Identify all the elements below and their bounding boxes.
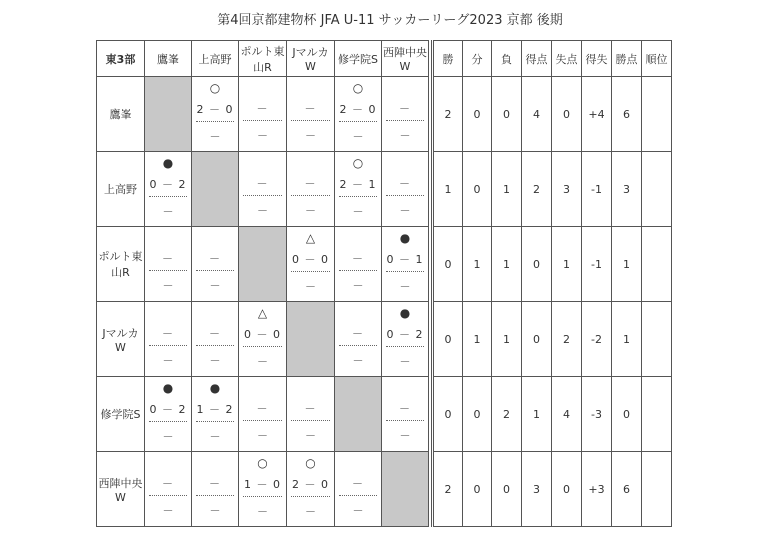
match-cell xyxy=(287,227,335,302)
stat-value: 1 xyxy=(612,302,642,377)
result-mark xyxy=(335,302,381,323)
result-mark xyxy=(192,302,238,323)
second-match-score: － xyxy=(209,504,221,517)
second-match-score: － xyxy=(162,430,174,443)
result-mark xyxy=(239,77,286,98)
match-cell xyxy=(145,452,192,527)
row-team-name: 上高野 xyxy=(97,152,145,227)
row-team-name: 修学院S xyxy=(97,377,145,452)
row-team-name: 鷹峯 xyxy=(97,77,145,152)
match-score: － xyxy=(196,473,234,496)
result-mark xyxy=(287,377,334,398)
second-match-score: － xyxy=(305,129,316,142)
result-mark xyxy=(239,152,286,173)
second-match-score: － xyxy=(162,354,174,367)
match-score: 0 － 0 xyxy=(243,324,282,347)
stat-value: 0 xyxy=(463,452,492,527)
result-mark xyxy=(287,77,334,98)
second-match-score: － xyxy=(399,429,411,442)
match-score: 2 － 0 xyxy=(196,99,234,122)
stat-value: 2 xyxy=(552,302,582,377)
match-score: － xyxy=(339,323,377,346)
stat-value: 0 xyxy=(522,302,552,377)
match-cell xyxy=(287,377,335,452)
second-match-score: － xyxy=(399,129,411,142)
result-mark: ○ xyxy=(209,81,221,95)
match-cell xyxy=(287,452,335,527)
self-match-cell xyxy=(192,152,239,227)
match-cell xyxy=(145,152,192,227)
stat-value: 1 xyxy=(612,227,642,302)
result-mark: ○ xyxy=(305,456,316,470)
stat-value: 3 xyxy=(522,452,552,527)
stat-value: 4 xyxy=(552,377,582,452)
stat-header: 勝 xyxy=(433,41,463,77)
stat-value: -3 xyxy=(582,377,612,452)
match-cell xyxy=(145,227,192,302)
stat-header: 得失 xyxy=(582,41,612,77)
match-score: － xyxy=(243,398,282,421)
match-score: 0 － 1 xyxy=(386,249,424,272)
match-score: 0 － 0 xyxy=(291,249,330,272)
team-row xyxy=(97,77,672,152)
row-team-name: ポルト東山R xyxy=(97,227,145,302)
self-match-cell xyxy=(382,452,429,527)
match-cell xyxy=(335,227,382,302)
match-score: 0 － 2 xyxy=(149,399,187,422)
match-cell xyxy=(335,452,382,527)
result-mark xyxy=(335,452,381,473)
match-cell xyxy=(192,77,239,152)
result-mark: ● xyxy=(399,306,411,320)
stat-value: 0 xyxy=(552,452,582,527)
second-match-score: － xyxy=(352,504,364,517)
match-score: － xyxy=(339,473,377,496)
stat-value: 0 xyxy=(433,377,463,452)
result-mark xyxy=(239,377,286,398)
result-mark: ○ xyxy=(257,456,268,470)
match-score: 0 － 2 xyxy=(386,324,424,347)
second-match-score: － xyxy=(352,205,364,218)
match-cell xyxy=(287,152,335,227)
result-mark: △ xyxy=(305,231,316,245)
match-score: 1 － 0 xyxy=(243,474,282,497)
second-match-score: － xyxy=(305,505,316,518)
col-team-header: 修学院S xyxy=(335,41,382,77)
result-mark: △ xyxy=(257,306,268,320)
second-match-score: － xyxy=(399,204,411,217)
result-mark: ● xyxy=(162,156,174,170)
second-match-score: － xyxy=(209,430,221,443)
match-score: － xyxy=(149,248,187,271)
stat-value xyxy=(642,152,672,227)
stat-value: 1 xyxy=(463,302,492,377)
stat-value: 1 xyxy=(522,377,552,452)
stat-value: 0 xyxy=(463,77,492,152)
match-cell xyxy=(335,302,382,377)
match-score: － xyxy=(149,473,187,496)
match-cell xyxy=(192,377,239,452)
second-match-score: － xyxy=(209,130,221,143)
header-row xyxy=(97,41,672,77)
match-cell xyxy=(239,77,287,152)
col-team-header: JマルカW xyxy=(287,41,335,77)
stat-value: 3 xyxy=(552,152,582,227)
self-match-cell xyxy=(335,377,382,452)
match-score: 2 － 0 xyxy=(339,99,377,122)
col-team-header: 鷹峯 xyxy=(145,41,192,77)
stat-value: 0 xyxy=(463,152,492,227)
stat-value: +4 xyxy=(582,77,612,152)
match-score: － xyxy=(339,248,377,271)
stat-value: 0 xyxy=(492,452,522,527)
result-mark: ● xyxy=(209,381,221,395)
result-mark xyxy=(145,302,191,323)
self-match-cell xyxy=(145,77,192,152)
result-mark xyxy=(192,452,238,473)
second-match-score: － xyxy=(257,505,268,518)
second-match-score: － xyxy=(162,205,174,218)
second-match-score: － xyxy=(209,279,221,292)
stat-value xyxy=(642,377,672,452)
match-cell xyxy=(145,302,192,377)
league-table xyxy=(96,40,672,527)
second-match-score: － xyxy=(162,279,174,292)
stat-value xyxy=(642,452,672,527)
second-match-score: － xyxy=(305,280,316,293)
second-match-score: － xyxy=(257,129,268,142)
match-score: 2 － 1 xyxy=(339,174,377,197)
stat-value xyxy=(642,302,672,377)
match-score: － xyxy=(291,173,330,196)
corner-label: 東3部 xyxy=(97,41,145,77)
stat-value: 4 xyxy=(522,77,552,152)
stat-value xyxy=(642,77,672,152)
second-match-score: － xyxy=(399,355,411,368)
match-cell xyxy=(239,452,287,527)
stat-value: 3 xyxy=(612,152,642,227)
stat-value: 0 xyxy=(522,227,552,302)
col-team-header: 西陣中央W xyxy=(382,41,429,77)
match-cell xyxy=(382,302,429,377)
col-team-header: ポルト東山R xyxy=(239,41,287,77)
match-cell xyxy=(192,302,239,377)
stat-value: 0 xyxy=(463,377,492,452)
team-row xyxy=(97,152,672,227)
match-cell xyxy=(287,77,335,152)
match-cell xyxy=(192,227,239,302)
result-mark xyxy=(382,152,428,173)
stat-value: 2 xyxy=(433,452,463,527)
stat-value: 2 xyxy=(433,77,463,152)
result-mark xyxy=(382,377,428,398)
match-score: － xyxy=(291,98,330,121)
stat-value: 0 xyxy=(492,77,522,152)
match-cell xyxy=(192,452,239,527)
stat-value: 1 xyxy=(492,302,522,377)
second-match-score: － xyxy=(209,354,221,367)
row-team-name: 西陣中央W xyxy=(97,452,145,527)
stat-value: 0 xyxy=(552,77,582,152)
match-cell xyxy=(382,377,429,452)
stat-value: 1 xyxy=(552,227,582,302)
team-row xyxy=(97,227,672,302)
result-mark xyxy=(192,227,238,248)
match-score: － xyxy=(386,173,424,196)
match-cell xyxy=(239,377,287,452)
self-match-cell xyxy=(239,227,287,302)
match-score: － xyxy=(291,398,330,421)
second-match-score: － xyxy=(162,504,174,517)
stat-value: 0 xyxy=(612,377,642,452)
stat-value: 1 xyxy=(492,227,522,302)
match-cell xyxy=(239,302,287,377)
match-score: － xyxy=(243,98,282,121)
match-cell xyxy=(335,152,382,227)
result-mark: ○ xyxy=(352,81,364,95)
stat-value: 2 xyxy=(522,152,552,227)
match-cell xyxy=(239,152,287,227)
result-mark xyxy=(287,152,334,173)
second-match-score: － xyxy=(257,204,268,217)
match-score: － xyxy=(243,173,282,196)
match-cell xyxy=(145,377,192,452)
stat-value: 1 xyxy=(433,152,463,227)
stat-value: 0 xyxy=(433,302,463,377)
result-mark xyxy=(145,452,191,473)
match-score: － xyxy=(386,398,424,421)
stat-value xyxy=(642,227,672,302)
stat-value: -1 xyxy=(582,227,612,302)
second-match-score: － xyxy=(352,130,364,143)
match-score: － xyxy=(386,98,424,121)
stat-value: 6 xyxy=(612,77,642,152)
result-mark: ● xyxy=(162,381,174,395)
stat-value: -1 xyxy=(582,152,612,227)
second-match-score: － xyxy=(352,279,364,292)
result-mark: ○ xyxy=(352,156,364,170)
stat-value: 6 xyxy=(612,452,642,527)
second-match-score: － xyxy=(399,280,411,293)
stat-value: 1 xyxy=(463,227,492,302)
match-score: － xyxy=(149,323,187,346)
stat-value: +3 xyxy=(582,452,612,527)
stat-header: 得点 xyxy=(522,41,552,77)
match-score: － xyxy=(196,248,234,271)
team-row xyxy=(97,377,672,452)
stat-value: 0 xyxy=(433,227,463,302)
result-mark xyxy=(145,227,191,248)
stat-header: 失点 xyxy=(552,41,582,77)
stat-value: 2 xyxy=(492,377,522,452)
match-cell xyxy=(382,152,429,227)
team-row xyxy=(97,452,672,527)
stat-value: -2 xyxy=(582,302,612,377)
stat-header: 負 xyxy=(492,41,522,77)
match-score: 0 － 2 xyxy=(149,174,187,197)
match-cell xyxy=(382,77,429,152)
second-match-score: － xyxy=(257,355,268,368)
stat-header: 順位 xyxy=(642,41,672,77)
match-cell xyxy=(335,77,382,152)
second-match-score: － xyxy=(305,204,316,217)
result-mark xyxy=(335,227,381,248)
match-score: 2 － 0 xyxy=(291,474,330,497)
second-match-score: － xyxy=(305,429,316,442)
team-row xyxy=(97,302,672,377)
second-match-score: － xyxy=(352,354,364,367)
self-match-cell xyxy=(287,302,335,377)
stat-header: 分 xyxy=(463,41,492,77)
result-mark: ● xyxy=(399,231,411,245)
match-score: 1 － 2 xyxy=(196,399,234,422)
page-title: 第4回京都建物杯 JFA U-11 サッカーリーグ2023 京都 後期 xyxy=(217,13,563,28)
second-match-score: － xyxy=(257,429,268,442)
col-team-header: 上高野 xyxy=(192,41,239,77)
stat-value: 1 xyxy=(492,152,522,227)
row-team-name: JマルカW xyxy=(97,302,145,377)
result-mark xyxy=(382,77,428,98)
match-score: － xyxy=(196,323,234,346)
match-cell xyxy=(382,227,429,302)
stat-header: 勝点 xyxy=(612,41,642,77)
